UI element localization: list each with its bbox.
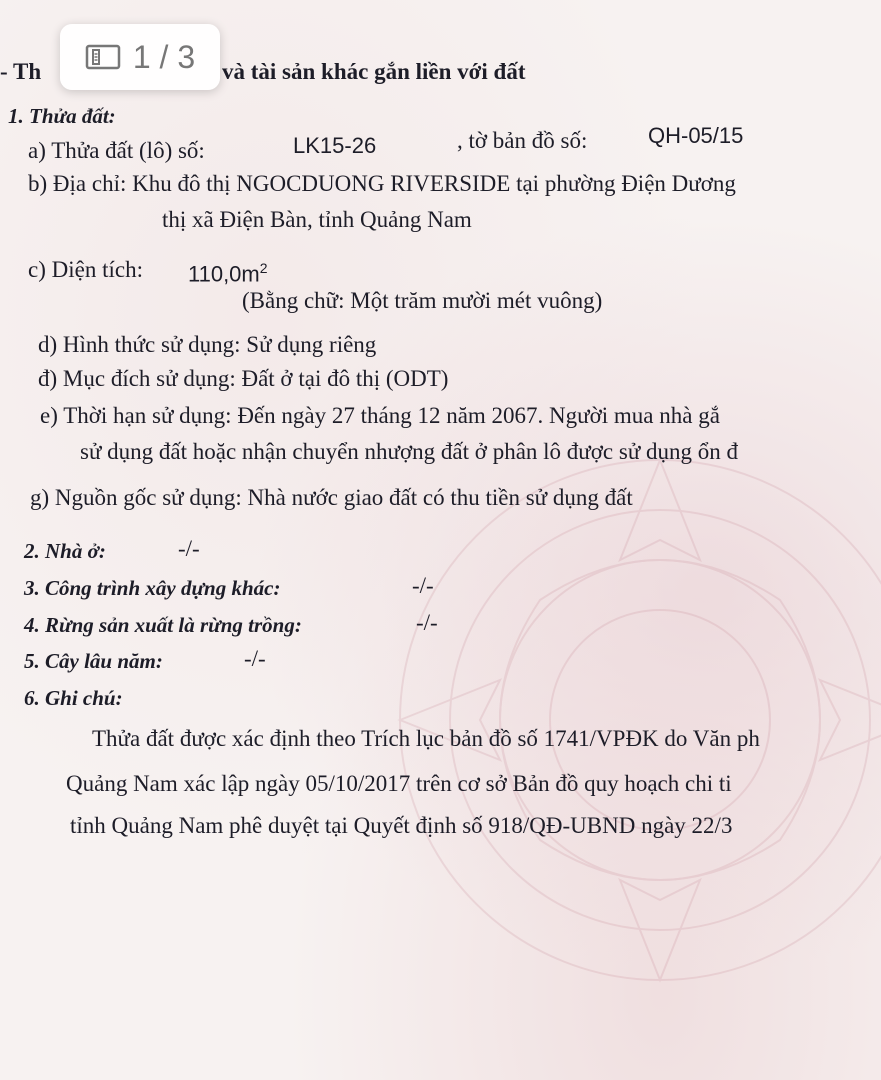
page-indicator-label: 1 / 3 — [132, 38, 196, 75]
address-line-2: thị xã Điện Bàn, tỉnh Quảng Nam — [162, 207, 472, 232]
other-construction-value: -/- — [412, 573, 434, 598]
section-heading-left: - Th — [0, 59, 42, 84]
area-label: c) Diện tích: — [28, 257, 143, 282]
perennial-trees-label: 5. Cây lâu năm: — [24, 649, 163, 673]
notes-line-2: Quảng Nam xác lập ngày 05/10/2017 trên cơ sở Bản đồ quy hoạch chi ti — [66, 771, 732, 796]
usage-purpose: đ) Mục đích sử dụng: Đất ở tại đô thị (ODT) — [38, 366, 449, 391]
usage-origin: g) Nguồn gốc sử dụng: Nhà nước giao đất có thu tiền sử dụng đất — [30, 485, 633, 510]
parcel-number-label: a) Thửa đất (lô) số: — [28, 138, 205, 163]
document-pages-icon — [85, 44, 121, 70]
notes-line-3: tỉnh Quảng Nam phê duyệt tại Quyết định số 918/QĐ-UBND ngày 22/3 — [70, 813, 733, 838]
page-indicator[interactable] — [60, 24, 220, 90]
usage-term-line-1: e) Thời hạn sử dụng: Đến ngày 27 tháng 12 năm 2067. Người mua nhà gắ — [40, 403, 720, 428]
house-label: 2. Nhà ở: — [24, 539, 106, 563]
map-sheet-label: , tờ bản đồ số: — [457, 128, 588, 153]
section-heading-right: và tài sản khác gắn liền với đất — [222, 59, 526, 84]
usage-form: d) Hình thức sử dụng: Sử dụng riêng — [38, 332, 377, 357]
area-value: $110,0m^2$ — [188, 260, 268, 287]
usage-term-line-2: sử dụng đất hoặc nhận chuyển nhượng đất ở phân lô được sử dụng ổn đ — [80, 439, 739, 464]
planted-forest-label: 4. Rừng sản xuất là rừng trồng: — [24, 613, 302, 637]
notes-line-1: Thửa đất được xác định theo Trích lục bản đồ số 1741/VPĐK do Văn ph — [92, 726, 760, 751]
map-sheet-value: QH-05/15 — [648, 123, 744, 148]
address-line-1: b) Địa chỉ: Khu đô thị NGOCDUONG RIVERSIDE tại phường Điện Dương — [28, 171, 736, 196]
notes-title: 6. Ghi chú: — [24, 686, 123, 710]
parcel-number-value: LK15-26 — [293, 133, 377, 158]
area-in-words: (Bằng chữ: Một trăm mười mét vuông) — [242, 288, 603, 313]
perennial-trees-value: -/- — [244, 646, 266, 671]
planted-forest-value: -/- — [416, 610, 438, 635]
house-value: -/- — [178, 536, 200, 561]
parcel-title: 1. Thửa đất: — [8, 104, 116, 128]
other-construction-label: 3. Công trình xây dựng khác: — [24, 576, 281, 600]
